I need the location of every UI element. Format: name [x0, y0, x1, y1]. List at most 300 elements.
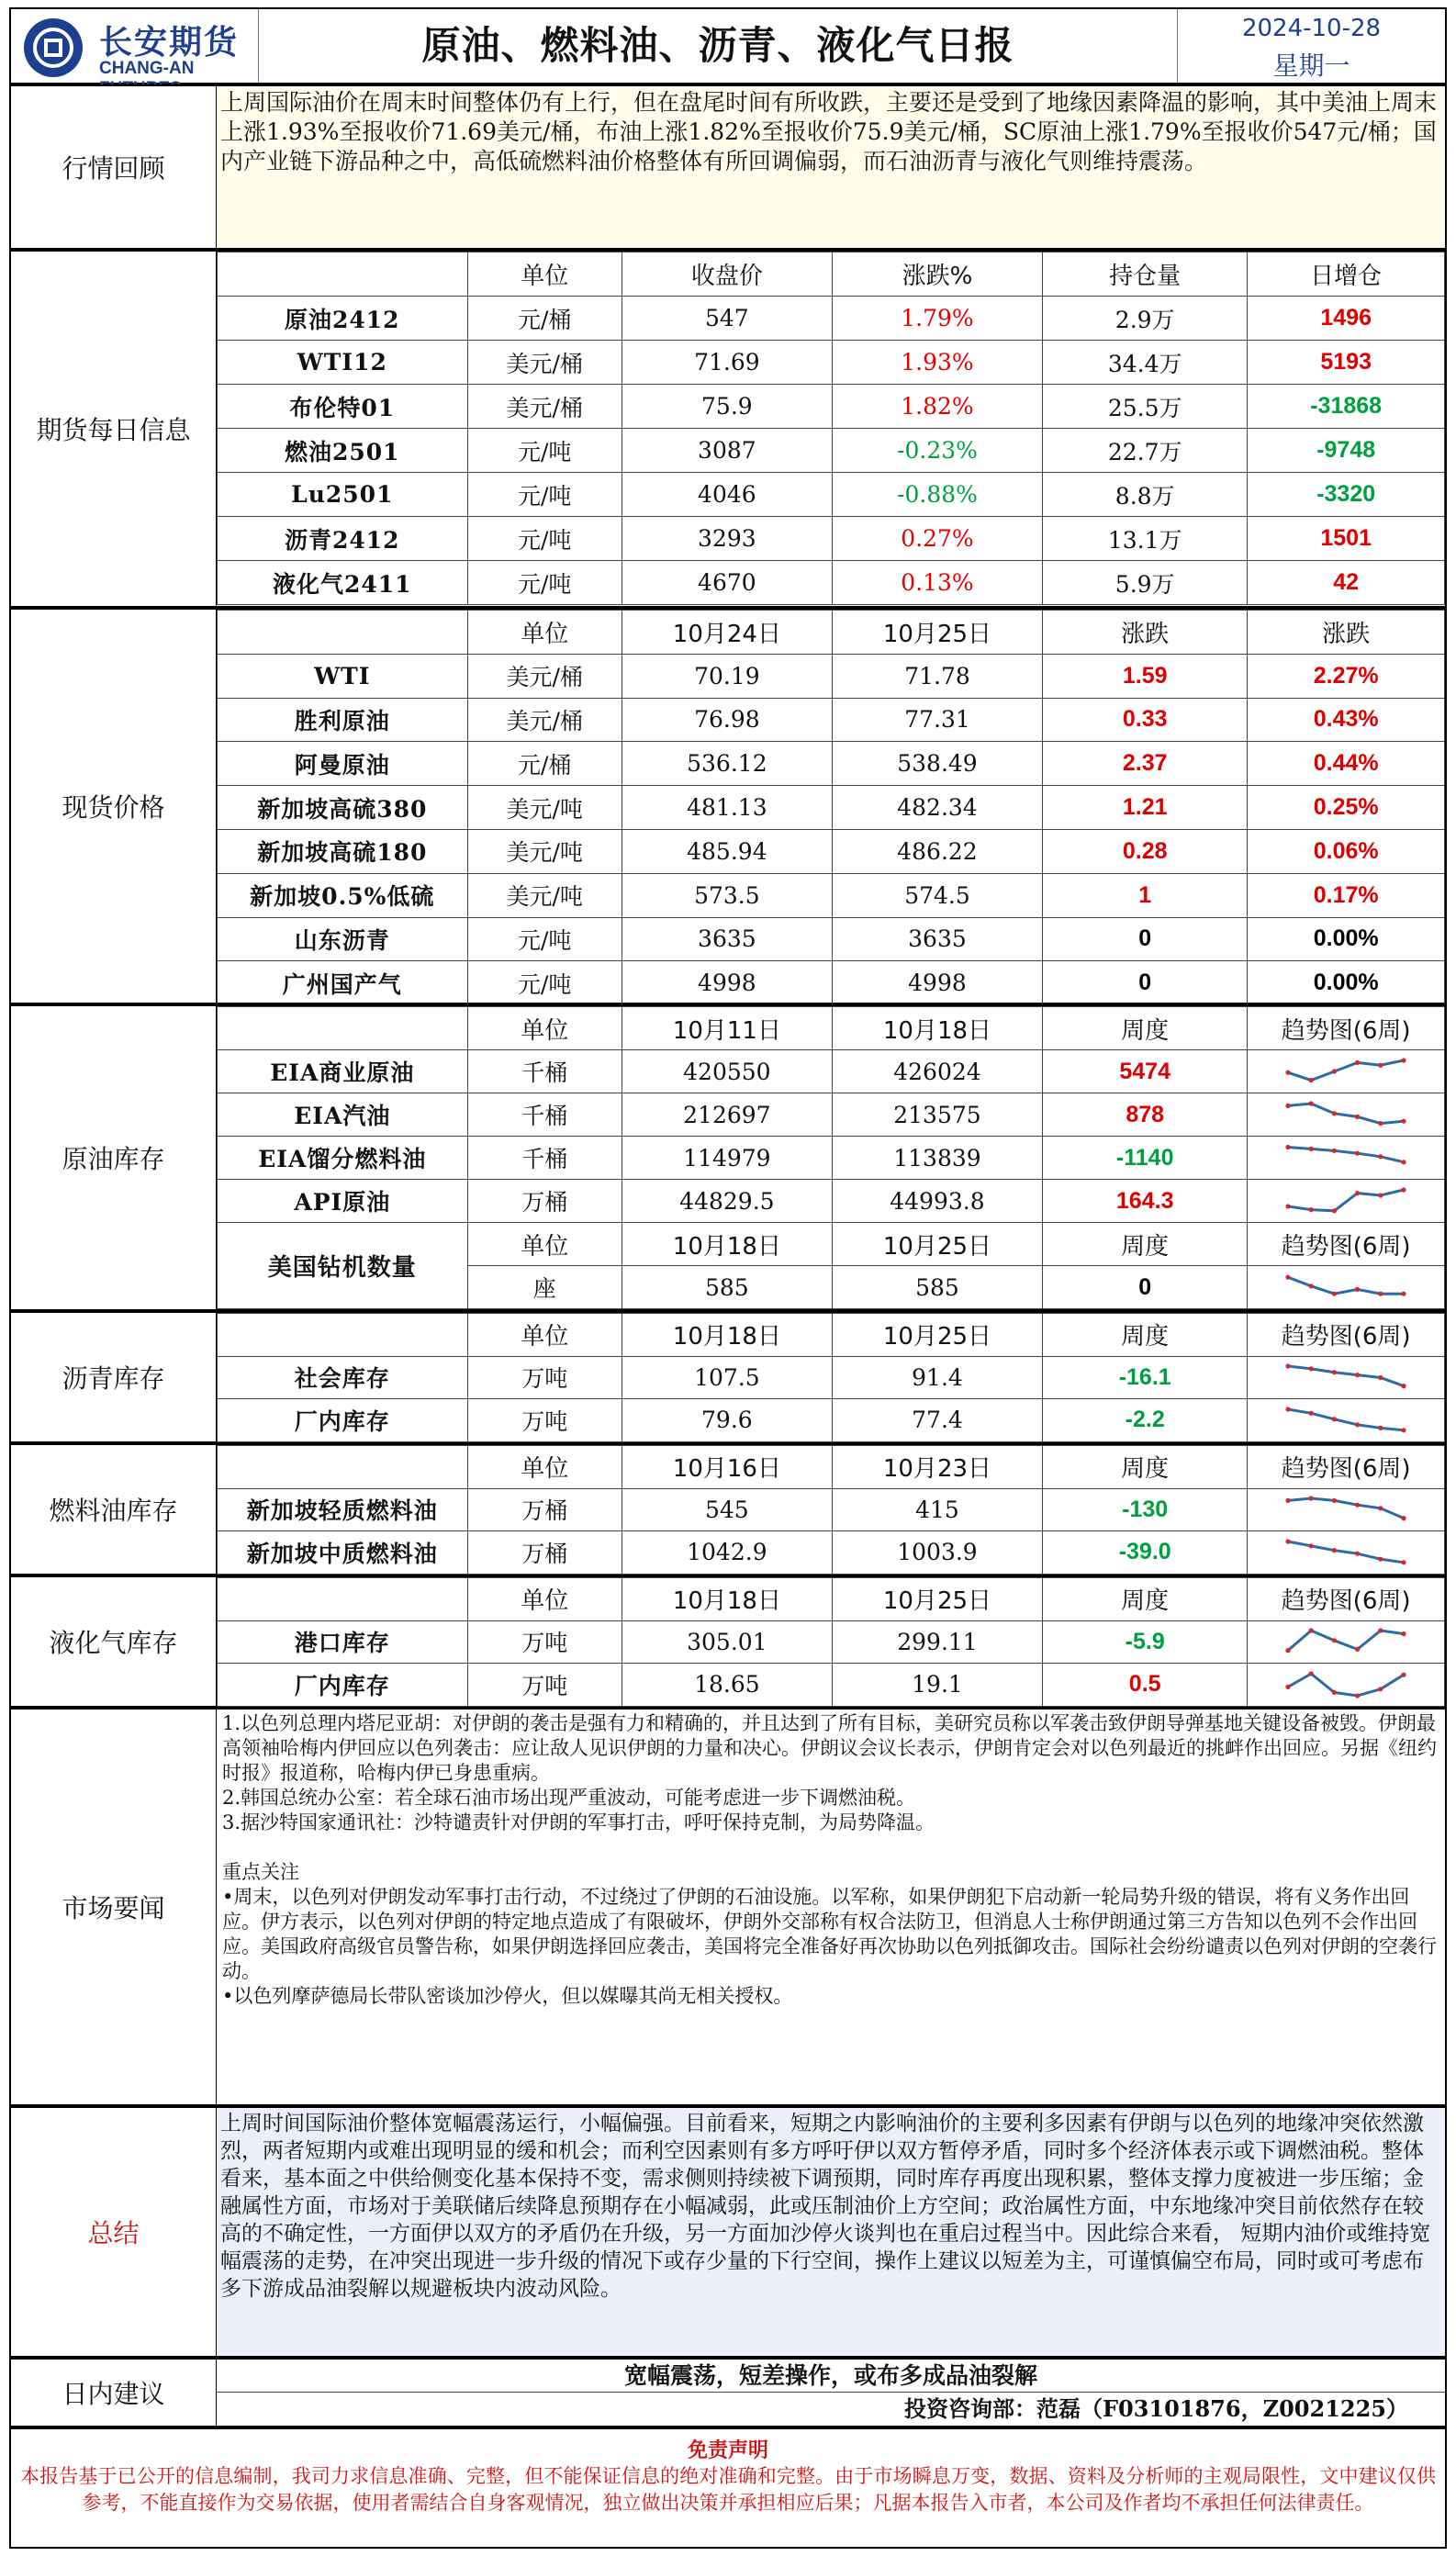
asphalt-inventory-table [217, 1313, 1445, 1442]
column-header: 周度 [1043, 1314, 1248, 1357]
trend-point [1309, 1207, 1314, 1212]
trend-point [1332, 1498, 1337, 1503]
column-header: 日增仓 [1248, 252, 1445, 297]
inventory-prev: 212697 [622, 1093, 832, 1137]
fuel-oil-inventory-section [9, 1443, 1447, 1575]
trend-sparkline [1282, 1626, 1409, 1657]
trend-point [1402, 1058, 1406, 1062]
trend-point [1378, 1121, 1383, 1126]
table-row [218, 1093, 1445, 1137]
trend-point [1332, 1208, 1337, 1213]
inventory-name: 厂内库存 [218, 1664, 468, 1707]
trend-point [1332, 1069, 1337, 1073]
change-percent: 1.93% [832, 341, 1042, 385]
table-row [218, 1137, 1445, 1180]
trend-point [1332, 1548, 1337, 1553]
trend-point [1402, 1384, 1406, 1388]
trend-chart-cell [1248, 1399, 1445, 1442]
unit-cell: 元/桶 [467, 742, 622, 786]
trend-point [1309, 1671, 1314, 1676]
column-header: 涨跌 [1248, 611, 1445, 655]
price-day1: 76.98 [622, 698, 832, 742]
unit-cell: 美元/桶 [467, 698, 622, 742]
contract-name: 原油2412 [218, 297, 468, 341]
change-percent: 1.82% [832, 385, 1042, 429]
inventory-latest: 19.1 [832, 1664, 1042, 1707]
price-day1: 536.12 [622, 742, 832, 786]
column-header: 10月11日 [622, 1007, 832, 1050]
section-label: 日内建议 [11, 2360, 217, 2426]
unit-cell: 元/吨 [467, 429, 622, 473]
open-interest-change: 1496 [1248, 297, 1445, 341]
unit-cell: 美元/吨 [467, 829, 622, 873]
weekly-change: 164.3 [1043, 1180, 1248, 1223]
column-header: 10月25日 [832, 1578, 1042, 1621]
price-change: 0.28 [1043, 829, 1248, 873]
trend-point [1286, 1204, 1291, 1208]
table-header-row [218, 1314, 1445, 1357]
column-header: 10月25日 [832, 611, 1042, 655]
column-header: 持仓量 [1043, 252, 1248, 297]
contract-name: 燃油2501 [218, 429, 468, 473]
column-header: 10月18日 [622, 1578, 832, 1621]
brand-name-cn: 长安期货 [99, 24, 240, 62]
news-item: 3.据沙特国家通讯社：沙特谴责针对伊朗的军事打击，呼吁保持克制，为局势降温。 [222, 1811, 935, 1833]
column-header: 10月18日 [622, 1223, 832, 1266]
table-row [218, 429, 1445, 473]
spot-name: 山东沥青 [218, 917, 468, 961]
price-day2: 77.31 [832, 698, 1042, 742]
trend-point [1309, 1410, 1314, 1415]
rig-count-name: 美国钻机数量 [218, 1223, 468, 1309]
unit-cell: 万吨 [467, 1664, 622, 1707]
weekly-change: -39.0 [1043, 1531, 1248, 1575]
trend-line [1288, 1674, 1404, 1696]
inventory-prev: 18.65 [622, 1664, 832, 1707]
unit-cell: 美元/吨 [467, 786, 622, 830]
inventory-prev: 44829.5 [622, 1180, 832, 1223]
unit-cell: 万吨 [467, 1620, 622, 1664]
price-day2: 538.49 [832, 742, 1042, 786]
price-day2: 3635 [832, 917, 1042, 961]
trend-point [1286, 1539, 1291, 1543]
trend-point [1309, 1284, 1314, 1288]
trend-chart-cell [1248, 1356, 1445, 1399]
close-price: 3087 [622, 429, 832, 473]
change-percent: -0.23% [832, 429, 1042, 473]
change-percent: 0.13% [832, 561, 1042, 605]
fuel-oil-inventory-table [217, 1445, 1445, 1575]
trend-point [1378, 1556, 1383, 1561]
market-news-body [217, 1710, 1445, 2011]
contract-name: WTI12 [218, 341, 468, 385]
column-header: 收盘价 [622, 252, 832, 297]
price-change: 0 [1043, 917, 1248, 961]
price-day2: 482.34 [832, 786, 1042, 830]
unit-cell: 元/吨 [467, 961, 622, 1005]
unit-cell: 万吨 [467, 1399, 622, 1442]
weekly-change: -1140 [1043, 1137, 1248, 1180]
inventory-name: 港口库存 [218, 1620, 468, 1664]
table-row [218, 1050, 1445, 1093]
unit-cell: 元/吨 [467, 473, 622, 517]
change-percent: -0.88% [832, 473, 1042, 517]
unit-cell: 美元/桶 [467, 385, 622, 429]
table-row [218, 561, 1445, 605]
inventory-latest: 113839 [832, 1137, 1042, 1180]
close-price: 3293 [622, 517, 832, 561]
weekly-change: 5474 [1043, 1050, 1248, 1093]
spot-name: 胜利原油 [218, 698, 468, 742]
table-row [218, 698, 1445, 742]
trend-point [1309, 1543, 1314, 1548]
section-label: 燃料油库存 [11, 1445, 217, 1574]
unit-cell: 元/桶 [467, 297, 622, 341]
open-interest-change: 1501 [1248, 517, 1445, 561]
trend-point [1332, 1149, 1337, 1153]
price-change-percent: 0.06% [1248, 829, 1445, 873]
price-change: 0.33 [1043, 698, 1248, 742]
analyst-credit: 投资咨询部：范磊（F03101876，Z0021225） [903, 2395, 1408, 2422]
trend-point [1378, 1629, 1383, 1633]
report-header [9, 7, 1447, 84]
open-interest: 34.4万 [1043, 341, 1248, 385]
trend-point [1355, 1647, 1360, 1652]
trend-point [1286, 1407, 1291, 1411]
trend-point [1355, 1693, 1360, 1698]
inventory-latest: 213575 [832, 1093, 1042, 1137]
trend-point [1286, 1498, 1291, 1503]
table-row [218, 961, 1445, 1005]
trend-point [1402, 1672, 1406, 1676]
market-review-section [9, 84, 1447, 250]
trend-line [1288, 1147, 1404, 1161]
price-change-percent: 0.25% [1248, 786, 1445, 830]
unit-cell: 万吨 [467, 1356, 622, 1399]
trend-point [1286, 1364, 1291, 1369]
trend-point [1332, 1638, 1337, 1642]
trend-chart-cell [1248, 1050, 1445, 1093]
summary-section [9, 2106, 1447, 2358]
spot-price-table [217, 610, 1445, 1005]
open-interest: 2.9万 [1043, 297, 1248, 341]
trend-point [1286, 1275, 1291, 1280]
inventory-prev: 545 [622, 1488, 832, 1531]
futures-daily-section [9, 250, 1447, 608]
open-interest-change: 5193 [1248, 341, 1445, 385]
spot-name: 阿曼原油 [218, 742, 468, 786]
open-interest: 5.9万 [1043, 561, 1248, 605]
price-change-percent: 0.00% [1248, 961, 1445, 1005]
focus-title: 重点关注 [222, 1861, 299, 1883]
trend-line [1288, 1541, 1404, 1563]
spot-name: 广州国产气 [218, 961, 468, 1005]
asphalt-inventory-section [9, 1311, 1447, 1443]
change-percent: 1.79% [832, 297, 1042, 341]
column-header: 趋势图(6周) [1248, 1007, 1445, 1050]
column-header [218, 1578, 468, 1621]
table-row [218, 1620, 1445, 1664]
column-header: 10月24日 [622, 611, 832, 655]
trend-point [1378, 1154, 1383, 1159]
section-label: 总结 [11, 2108, 217, 2356]
column-header [218, 252, 468, 297]
section-label: 沥青库存 [11, 1313, 217, 1441]
daily-report-page [9, 7, 1447, 2549]
column-header: 单位 [467, 1223, 622, 1266]
weekly-change: -2.2 [1043, 1399, 1248, 1442]
trend-point [1332, 1111, 1337, 1115]
report-weekday: 星期一 [1272, 50, 1350, 81]
table-row [218, 385, 1445, 429]
section-label: 液化气库存 [11, 1577, 217, 1706]
price-change-percent: 0.17% [1248, 873, 1445, 917]
trend-point [1402, 1631, 1406, 1636]
inventory-prev: 305.01 [622, 1620, 832, 1664]
market-news-section [9, 1708, 1447, 2106]
change-percent: 0.27% [832, 517, 1042, 561]
spot-name: 新加坡高硫180 [218, 829, 468, 873]
unit-cell: 万桶 [467, 1531, 622, 1575]
table-row [218, 1356, 1445, 1399]
trend-line [1288, 1409, 1404, 1430]
inventory-prev: 1042.9 [622, 1531, 832, 1575]
trend-point [1286, 1685, 1291, 1689]
column-header: 10月23日 [832, 1446, 1042, 1489]
price-change: 2.37 [1043, 742, 1248, 786]
table-row [218, 1399, 1445, 1442]
contract-name: 沥青2412 [218, 517, 468, 561]
trend-sparkline [1282, 1362, 1409, 1393]
table-header-row [218, 1578, 1445, 1621]
trend-point [1309, 1101, 1314, 1105]
trend-point [1402, 1187, 1406, 1192]
trend-chart-cell [1248, 1093, 1445, 1137]
trend-chart-cell [1248, 1137, 1445, 1180]
inventory-prev: 114979 [622, 1137, 832, 1180]
market-review-text: 上周国际油价在周末时间整体仍有上行，但在盘尾时间有所收跌，主要还是受到了地缘因素降温的影响，其中美油上周末上涨1.93%至报收价71.69美元/桶，布油上涨1.82%至报收价75.9美元/桶，SC原油上涨1.79%至报收价547元/桶；国内产业链下游品种之中，高低硫燃料油价格整体有所回调偏弱，而石油沥青与液化气则维持震荡。 [217, 86, 1445, 248]
price-change: 1 [1043, 873, 1248, 917]
trend-chart-cell [1248, 1266, 1445, 1309]
unit-cell: 万桶 [467, 1488, 622, 1531]
trend-point [1378, 1506, 1383, 1510]
price-change: 1.59 [1043, 654, 1248, 698]
trend-point [1402, 1428, 1406, 1432]
trend-point [1355, 1503, 1360, 1508]
unit-cell: 元/吨 [467, 917, 622, 961]
close-price: 4046 [622, 473, 832, 517]
trend-point [1286, 1648, 1291, 1653]
table-header-row [218, 611, 1445, 655]
unit-cell: 美元/吨 [467, 873, 622, 917]
weekly-change: -5.9 [1043, 1620, 1248, 1664]
open-interest-change: -3320 [1248, 473, 1445, 517]
weekly-change: 0 [1043, 1266, 1248, 1309]
crude-inventory-section [9, 1004, 1447, 1311]
table-row [218, 1664, 1445, 1707]
trend-sparkline [1282, 1142, 1409, 1173]
trend-line [1288, 1277, 1404, 1294]
table-row [218, 829, 1445, 873]
column-header: 单位 [467, 1314, 622, 1357]
inventory-name: EIA馏分燃料油 [218, 1137, 468, 1180]
trend-point [1402, 1560, 1406, 1564]
news-item: 1.以色列总理内塔尼亚胡：对伊朗的袭击是强有力和精确的，并且达到了所有目标，美研究员称以军袭击致伊朗导弹基地关键设备被毁。伊朗最高领袖哈梅内伊回应以色列袭击：应让敌人见识伊朗的力量和决心。伊朗议会议长表示，伊朗肯定会对以色列最近的挑衅作出回应。另据《纽约时报》报道称，哈梅内伊已身患重病。 [222, 1712, 1437, 1784]
trend-point [1332, 1370, 1337, 1374]
column-header: 单位 [467, 1578, 622, 1621]
trend-point [1309, 1078, 1314, 1082]
inventory-prev: 107.5 [622, 1356, 832, 1399]
price-change-percent: 0.00% [1248, 917, 1445, 961]
inventory-latest: 415 [832, 1488, 1042, 1531]
trend-point [1355, 1551, 1360, 1555]
section-label: 市场要闻 [11, 1710, 217, 2104]
table-row [218, 297, 1445, 341]
column-header: 10月25日 [832, 1314, 1042, 1357]
trend-sparkline [1282, 1056, 1409, 1087]
trend-point [1378, 1426, 1383, 1430]
trend-chart-cell [1248, 1531, 1445, 1575]
trend-line [1288, 1190, 1404, 1211]
weekly-change: -130 [1043, 1488, 1248, 1531]
price-day1: 485.94 [622, 829, 832, 873]
trend-point [1355, 1422, 1360, 1427]
section-label: 期货每日信息 [11, 252, 217, 606]
column-header: 涨跌% [832, 252, 1042, 297]
unit-cell: 千桶 [467, 1093, 622, 1137]
trend-point [1286, 1071, 1291, 1075]
trend-point [1355, 1373, 1360, 1377]
trend-sparkline [1282, 1537, 1409, 1568]
price-change-percent: 0.44% [1248, 742, 1445, 786]
table-row [218, 786, 1445, 830]
trend-point [1378, 1687, 1383, 1691]
price-day2: 4998 [832, 961, 1042, 1005]
trend-chart-cell [1248, 1664, 1445, 1707]
inventory-latest: 299.11 [832, 1620, 1042, 1664]
report-title: 原油、燃料油、沥青、液化气日报 [421, 23, 1014, 68]
open-interest-change: -9748 [1248, 429, 1445, 473]
column-header [218, 1007, 468, 1050]
futures-table [217, 252, 1445, 605]
inventory-prev: 79.6 [622, 1399, 832, 1442]
trend-sparkline [1282, 1185, 1409, 1216]
weekly-change: 878 [1043, 1093, 1248, 1137]
table-row [218, 517, 1445, 561]
column-header: 单位 [467, 1007, 622, 1050]
trend-point [1402, 1160, 1406, 1164]
price-day1: 70.19 [622, 654, 832, 698]
price-day2: 486.22 [832, 829, 1042, 873]
trend-chart-cell [1248, 1620, 1445, 1664]
table-row [218, 1531, 1445, 1575]
unit-cell: 美元/桶 [467, 654, 622, 698]
contract-name: 液化气2411 [218, 561, 468, 605]
trend-sparkline [1282, 1669, 1409, 1700]
column-header: 周度 [1043, 1446, 1248, 1489]
report-date-box [1177, 9, 1445, 83]
trend-point [1309, 1147, 1314, 1151]
open-interest-change: 42 [1248, 561, 1445, 605]
crude-inventory-table [217, 1006, 1445, 1309]
trend-line [1288, 1498, 1404, 1519]
inventory-prev: 585 [622, 1266, 832, 1309]
trend-point [1355, 1151, 1360, 1156]
column-header [218, 1314, 468, 1357]
intraday-advice-section [9, 2358, 1447, 2427]
open-interest: 22.7万 [1043, 429, 1248, 473]
trend-point [1355, 1115, 1360, 1119]
unit-cell: 万桶 [467, 1180, 622, 1223]
weekly-change: 0.5 [1043, 1664, 1248, 1707]
column-header: 趋势图(6周) [1248, 1314, 1445, 1357]
column-header [218, 611, 468, 655]
trend-sparkline [1282, 1494, 1409, 1525]
trend-point [1378, 1292, 1383, 1296]
trend-chart-cell [1248, 1180, 1445, 1223]
report-date: 2024-10-28 [1241, 15, 1382, 42]
section-label: 现货价格 [11, 610, 217, 1003]
inventory-name: 社会库存 [218, 1356, 468, 1399]
news-item: 2.韩国总统办公室：若全球石油市场出现严重波动，可能考虑进一步下调燃油税。 [222, 1787, 916, 1809]
focus-item: •周末，以色列对伊朗发动军事打击行动，不过绕过了伊朗的石油设施。以军称，如果伊朗犯下启动新一轮局势升级的错误，将有义务作出回应。伊方表示，以色列对伊朗的特定地点造成了有限破坏，伊朗外交部称有权合法防卫，但消息人士称伊朗通过第三方告知以色列不会作出回应。美国政府高级官员警告称，如果伊朗选择回应袭击，美国将完全准备好再次协助以色列抵御攻击。国际社会纷纷谴责以色列对伊朗的空袭行动。 [222, 1886, 1437, 1982]
trend-point [1286, 1104, 1291, 1108]
column-header: 周度 [1043, 1578, 1248, 1621]
lpg-inventory-table [217, 1577, 1445, 1707]
trend-point [1355, 1191, 1360, 1195]
inventory-latest: 1003.9 [832, 1531, 1042, 1575]
open-interest-change: -31868 [1248, 385, 1445, 429]
intraday-advice: 宽幅震荡，短差操作，或布多成品油裂解 [217, 2360, 1445, 2393]
open-interest: 13.1万 [1043, 517, 1248, 561]
trend-chart-cell [1248, 1488, 1445, 1531]
inventory-latest: 44993.8 [832, 1180, 1042, 1223]
trend-point [1332, 1417, 1337, 1421]
inventory-name: 新加坡中质燃料油 [218, 1531, 468, 1575]
close-price: 75.9 [622, 385, 832, 429]
weekly-change: -16.1 [1043, 1356, 1248, 1399]
column-header [218, 1446, 468, 1489]
inventory-name: EIA汽油 [218, 1093, 468, 1137]
open-interest: 25.5万 [1043, 385, 1248, 429]
spot-price-section [9, 608, 1447, 1004]
trend-line [1288, 1060, 1404, 1081]
table-header-row [218, 1007, 1445, 1050]
trend-point [1286, 1145, 1291, 1149]
inventory-latest: 585 [832, 1266, 1042, 1309]
trend-line [1288, 1366, 1404, 1386]
unit-cell: 座 [467, 1266, 622, 1309]
column-header: 趋势图(6周) [1248, 1578, 1445, 1621]
price-day1: 4998 [622, 961, 832, 1005]
table-row [218, 742, 1445, 786]
column-header: 10月25日 [832, 1223, 1042, 1266]
table-row [218, 473, 1445, 517]
inventory-prev: 420550 [622, 1050, 832, 1093]
trend-point [1378, 1063, 1383, 1068]
focus-item: •以色列摩萨德局长带队密谈加沙停火，但以媒曝其尚无相关授权。 [222, 1985, 793, 2007]
trend-sparkline [1282, 1099, 1409, 1130]
inventory-latest: 426024 [832, 1050, 1042, 1093]
close-price: 4670 [622, 561, 832, 605]
table-row [218, 654, 1445, 698]
trend-point [1402, 1119, 1406, 1124]
price-change: 1.21 [1043, 786, 1248, 830]
inventory-name: 新加坡轻质燃料油 [218, 1488, 468, 1531]
price-change: 0 [1043, 961, 1248, 1005]
price-day2: 574.5 [832, 873, 1042, 917]
table-row [218, 1180, 1445, 1223]
